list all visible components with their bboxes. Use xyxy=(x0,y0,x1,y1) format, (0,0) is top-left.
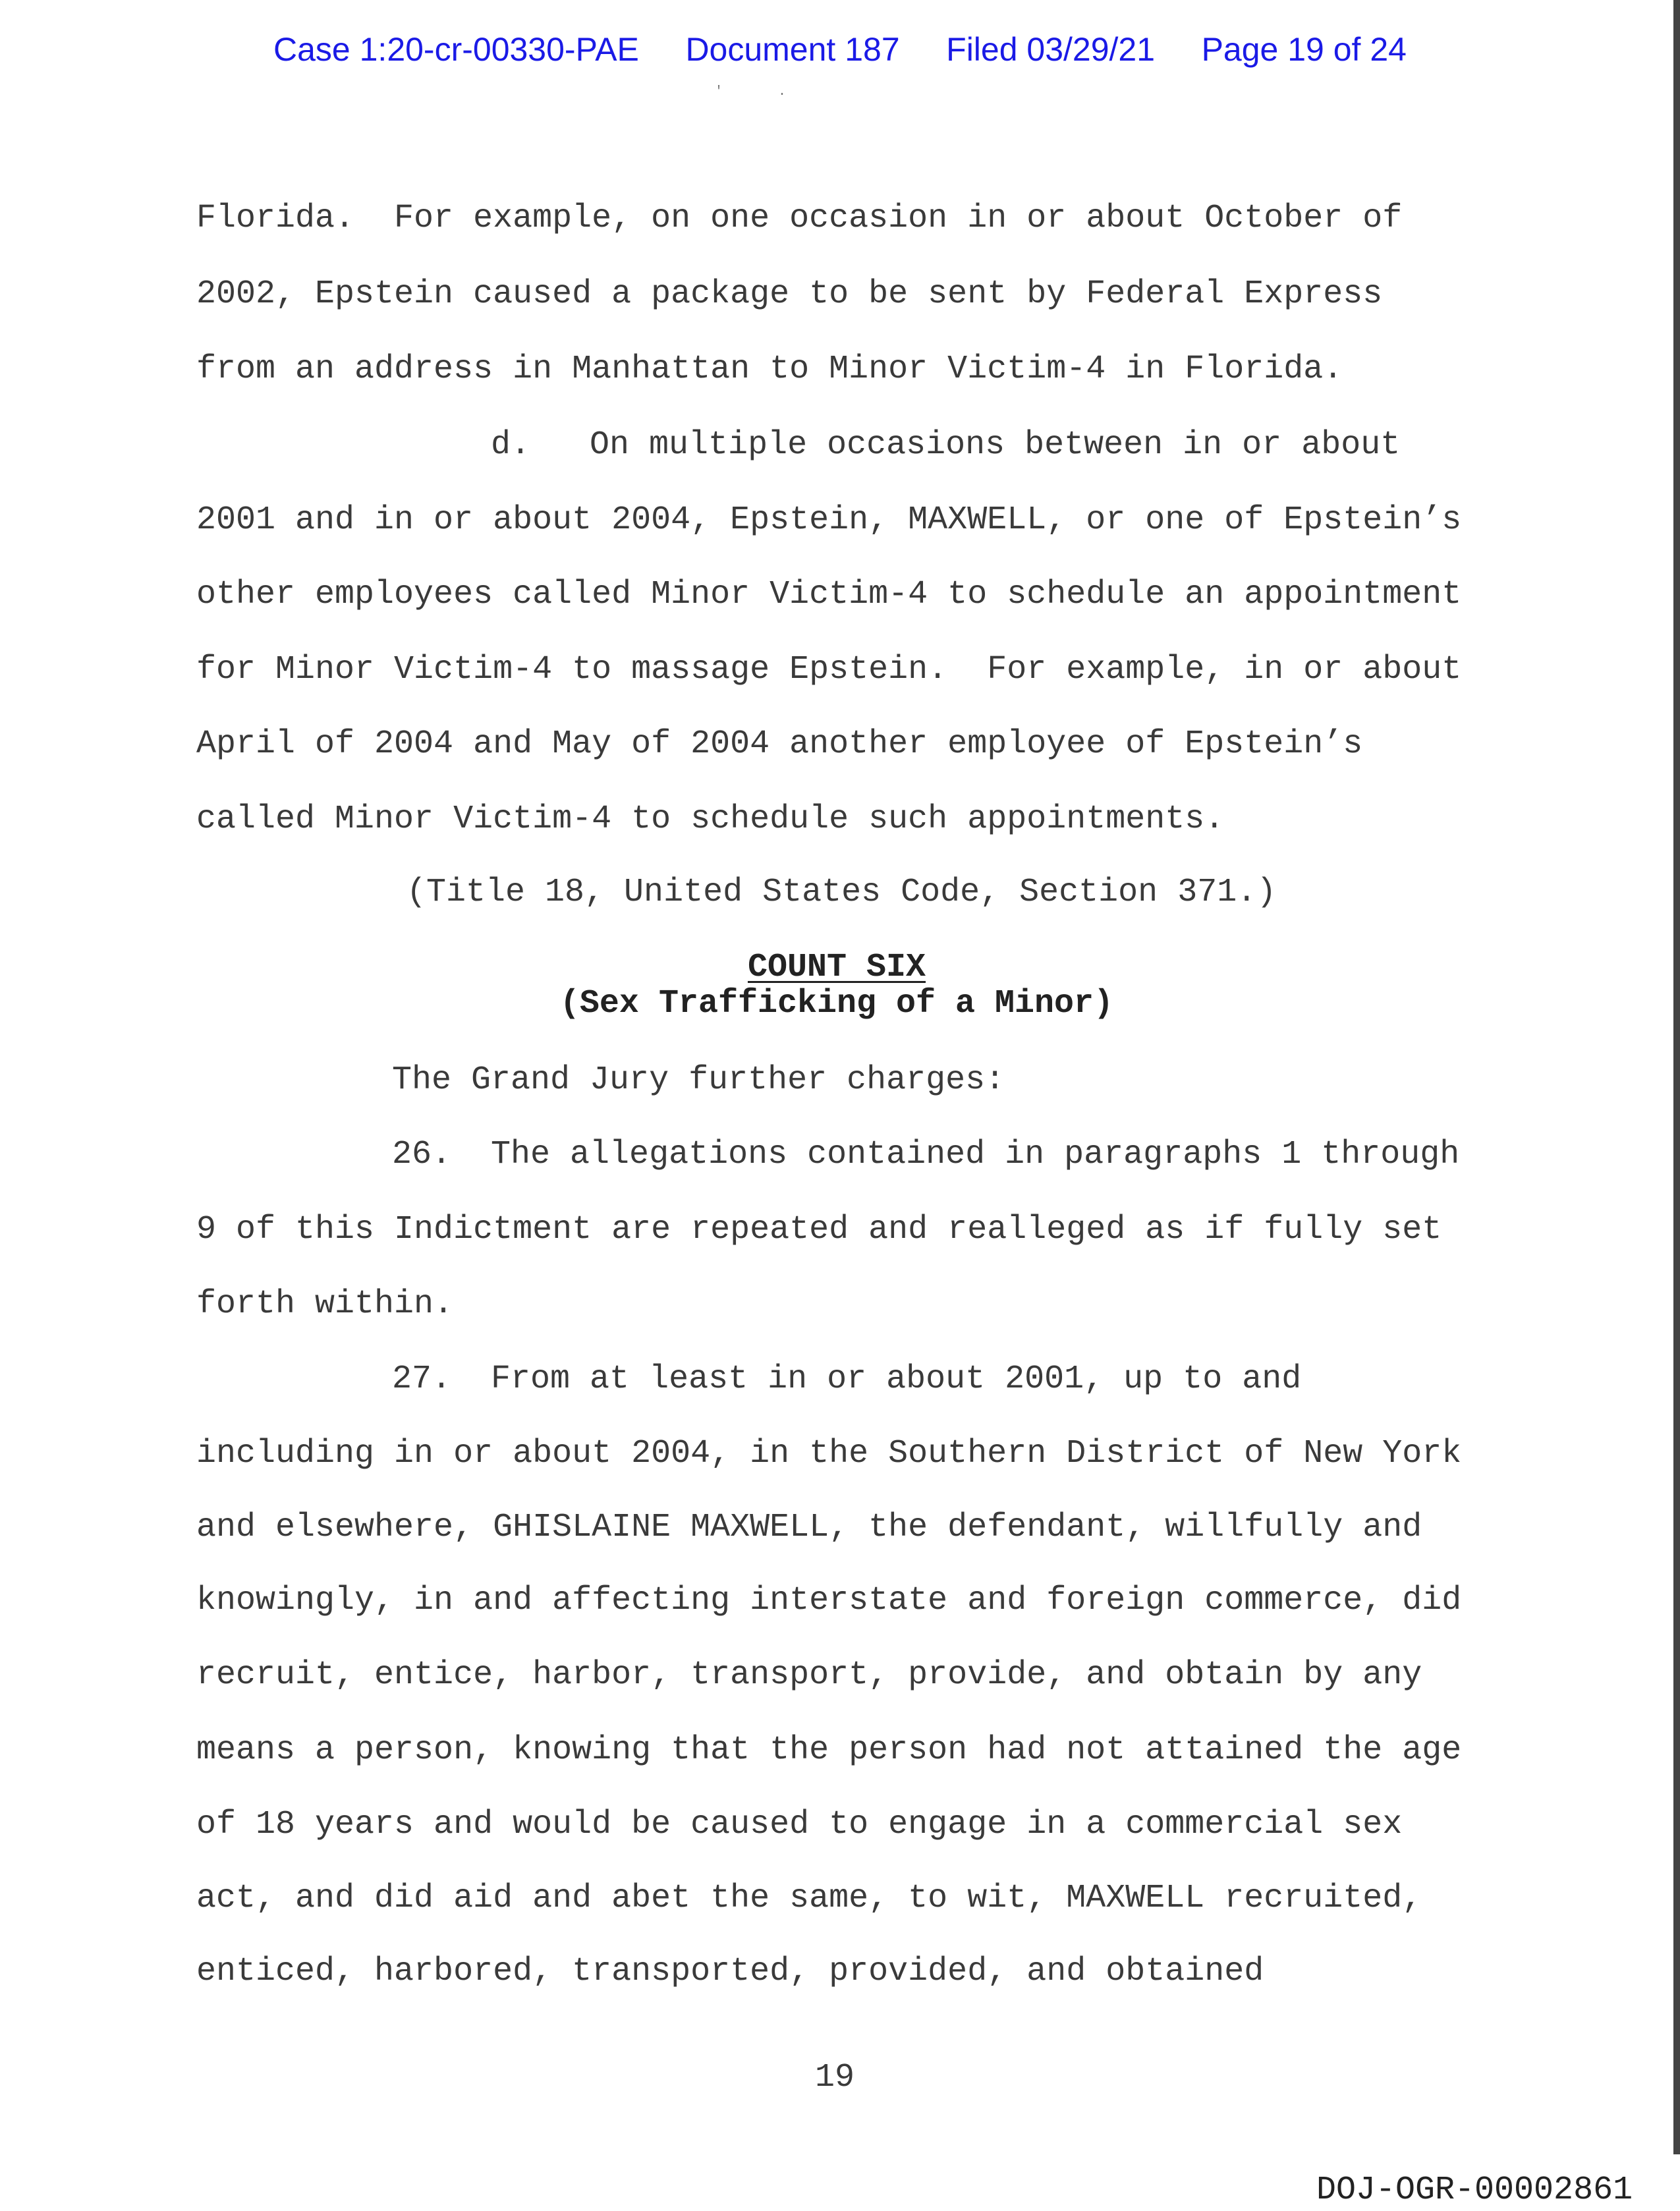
body-line: The Grand Jury further charges: xyxy=(392,1061,1005,1099)
body-line: forth within. xyxy=(196,1285,454,1323)
body-line: other employees called Minor Victim-4 to schedule an appointment xyxy=(196,576,1462,613)
paragraph-26: 26. The allegations contained in paragraphs 1 through xyxy=(392,1136,1460,1173)
body-line: April of 2004 and May of 2004 another employee of Epstein’s xyxy=(196,725,1363,763)
case-number: Case 1:20-cr-00330-PAE xyxy=(273,31,639,68)
body-line: 2001 and in or about 2004, Epstein, MAXWELL, or one of Epstein’s xyxy=(196,501,1462,539)
body-line: 2002, Epstein caused a package to be sent by Federal Express xyxy=(196,275,1383,313)
body-line: d. On multiple occasions between in or about xyxy=(491,426,1401,464)
body-line: Florida. For example, on one occasion in or about October of xyxy=(196,200,1403,237)
page-indicator: Page 19 of 24 xyxy=(1201,31,1407,68)
bates-number: DOJ-OGR-00002861 xyxy=(1316,2171,1633,2209)
document-number: Document 187 xyxy=(685,31,900,68)
count-heading xyxy=(0,948,1673,988)
body-line: 9 of this Indictment are repeated and realleged as if fully set xyxy=(196,1211,1442,1248)
body-line: act, and did aid and abet the same, to wit, MAXWELL recruited, xyxy=(196,1880,1422,1917)
body-line: for Minor Victim-4 to massage Epstein. For example, in or about xyxy=(196,651,1462,688)
body-line: of 18 years and would be caused to engage in a commercial sex xyxy=(196,1806,1403,1843)
body-line: called Minor Victim-4 to schedule such appointments. xyxy=(196,800,1225,838)
ecf-header xyxy=(273,30,1407,70)
body-line: from an address in Manhattan to Minor Victim-4 in Florida. xyxy=(196,350,1343,388)
filed-date: Filed 03/29/21 xyxy=(946,31,1156,68)
count-subtitle: (Sex Trafficking of a Minor) xyxy=(559,985,1114,1022)
count-title: COUNT SIX xyxy=(747,949,926,986)
body-line: knowingly, in and affecting interstate and foreign commerce, did xyxy=(196,1582,1462,1619)
scan-edge xyxy=(1673,0,1680,2154)
body-line: recruit, entice, harbor, transport, provide, and obtain by any xyxy=(196,1656,1422,1694)
body-line: including in or about 2004, in the Southern District of New York xyxy=(196,1435,1462,1472)
page-number: 19 xyxy=(815,2059,855,2096)
body-line: means a person, knowing that the person had not attained the age xyxy=(196,1731,1462,1769)
scan-specks: ' . xyxy=(715,84,787,99)
statute-citation: (Title 18, United States Code, Section 371.) xyxy=(406,874,1277,911)
body-line: enticed, harbored, transported, provided, and obtained xyxy=(196,1953,1264,1990)
paragraph-27: 27. From at least in or about 2001, up to and xyxy=(392,1360,1302,1398)
body-line: and elsewhere, GHISLAINE MAXWELL, the defendant, willfully and xyxy=(196,1509,1422,1546)
